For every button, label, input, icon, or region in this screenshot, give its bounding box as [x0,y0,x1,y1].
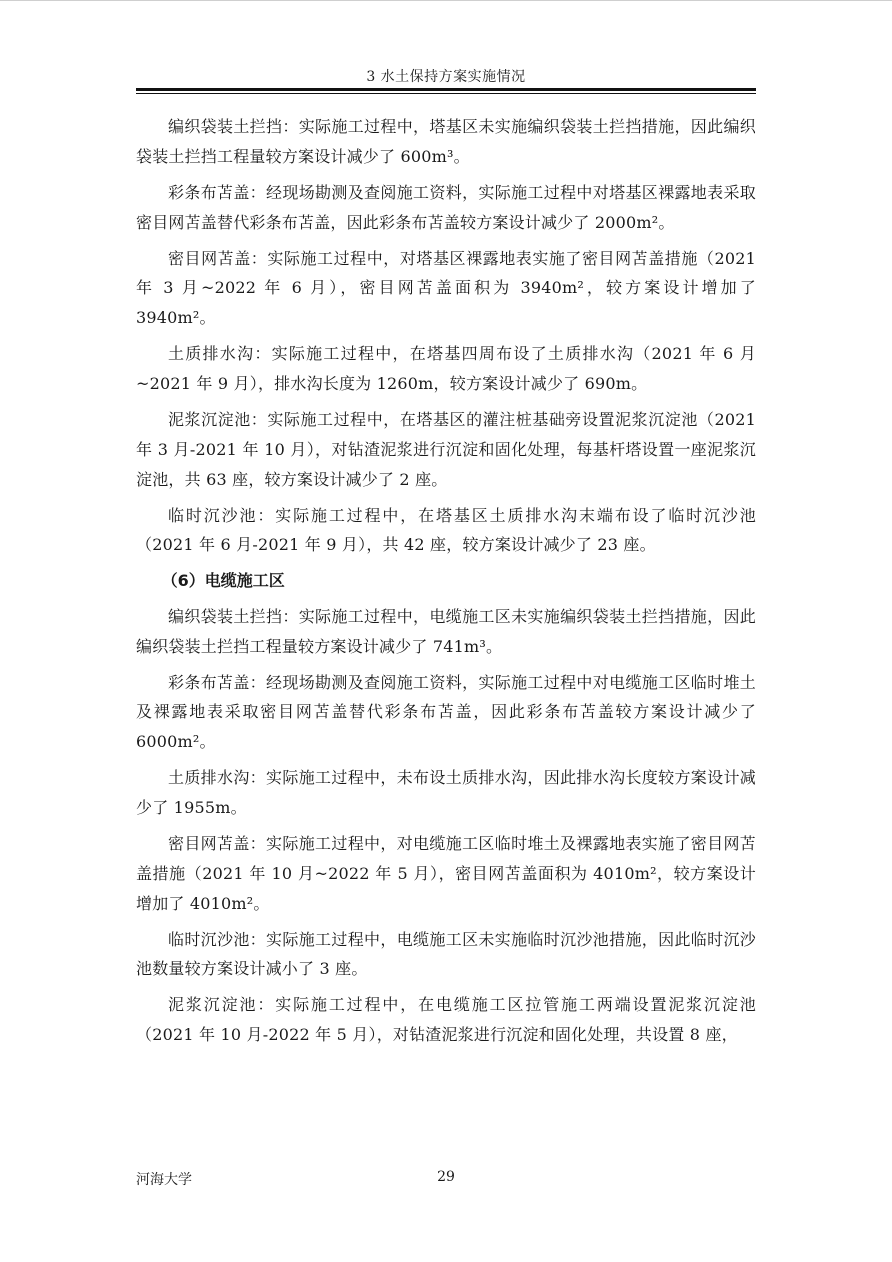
paragraph-drainage-ditch-tower: 土质排水沟：实际施工过程中，在塔基四周布设了土质排水沟（2021 年 6 月~2021 年 9 月），排水沟长度为 1260m，较方案设计减少了 690m。 [136,344,756,393]
footer-page-number: 29 [437,1169,455,1185]
running-header-title: 3 水土保持方案实施情况 [366,69,526,85]
page-top-edge [0,0,892,1]
paragraph-woven-bag-barrier-tower: 编织袋装土拦挡：实际施工过程中，塔基区未实施编织袋装土拦挡措施，因此编织袋装土拦挡工程量较方案设计减少了 600m³。 [136,117,756,166]
paragraph-mud-pond-cable: 泥浆沉淀池：实际施工过程中，在电缆施工区拉管施工两端设置泥浆沉淀池（2021 年 10 月-2022 年 5 月），对钻渣泥浆进行沉淀和固化处理，共设置 8 座， [136,995,756,1045]
paragraph-sand-basin-tower: 临时沉沙池：实际施工过程中，在塔基区土质排水沟末端布设了临时沉沙池（2021 年 6 月-2021 年 9 月），共 42 座，较方案设计减少了 23 座。 [136,505,756,555]
paragraph-mesh-cover-tower: 密目网苫盖：实际施工过程中，对塔基区裸露地表实施了密目网苫盖措施（2021 年 3 月~2022 年 6 月），密目网苫盖面积为 3940m²，较方案设计增加了 3940m²。 [136,248,756,328]
paragraph-sand-basin-cable: 临时沉沙池：实际施工过程中，电缆施工区未实施临时沉沙池措施，因此临时沉沙池数量较方案设计减小了 3 座。 [136,929,756,979]
paragraph-drainage-ditch-cable: 土质排水沟：实际施工过程中，未布设土质排水沟，因此排水沟长度较方案设计减少了 1955m。 [136,768,756,818]
header-rule-thin [136,93,756,94]
paragraph-mud-pond-tower: 泥浆沉淀池：实际施工过程中，在塔基区的灌注桩基础旁设置泥浆沉淀池（2021 年 3 月-2021 年 10 月），对钻渣泥浆进行沉淀和固化处理，每基杆塔设置一座泥浆沉淀池，共 63 座，较方案设计减少了 2 座。 [136,409,756,489]
paragraph-tarp-cover-cable: 彩条布苫盖：经现场勘测及查阅施工资料，实际施工过程中对电缆施工区临时堆土及裸露地表采取密目网苫盖替代彩条布苫盖，因此彩条布苫盖较方案设计减少了 6000m²。 [136,672,756,752]
section-heading-cable-area: （6）电缆施工区 [161,571,285,591]
paragraph-mesh-cover-cable: 密目网苫盖：实际施工过程中，对电缆施工区临时堆土及裸露地表实施了密目网苫盖措施（2021 年 10 月~2022 年 5 月），密目网苫盖面积为 4010m²，较方案设计增加了 4010m²。 [136,834,756,913]
document-body [136,112,756,1050]
footer-institution: 河海大学 [136,1172,192,1188]
paragraph-woven-bag-barrier-cable: 编织袋装土拦挡：实际施工过程中，电缆施工区未实施编织袋装土拦挡措施，因此编织袋装土拦挡工程量较方案设计减少了 741m³。 [136,606,756,656]
paragraph-tarp-cover-tower: 彩条布苫盖：经现场勘测及查阅施工资料，实际施工过程中对塔基区裸露地表采取密目网苫盖替代彩条布苫盖，因此彩条布苫盖较方案设计减少了 2000m²。 [136,182,756,232]
header-rule-thick [136,88,756,91]
